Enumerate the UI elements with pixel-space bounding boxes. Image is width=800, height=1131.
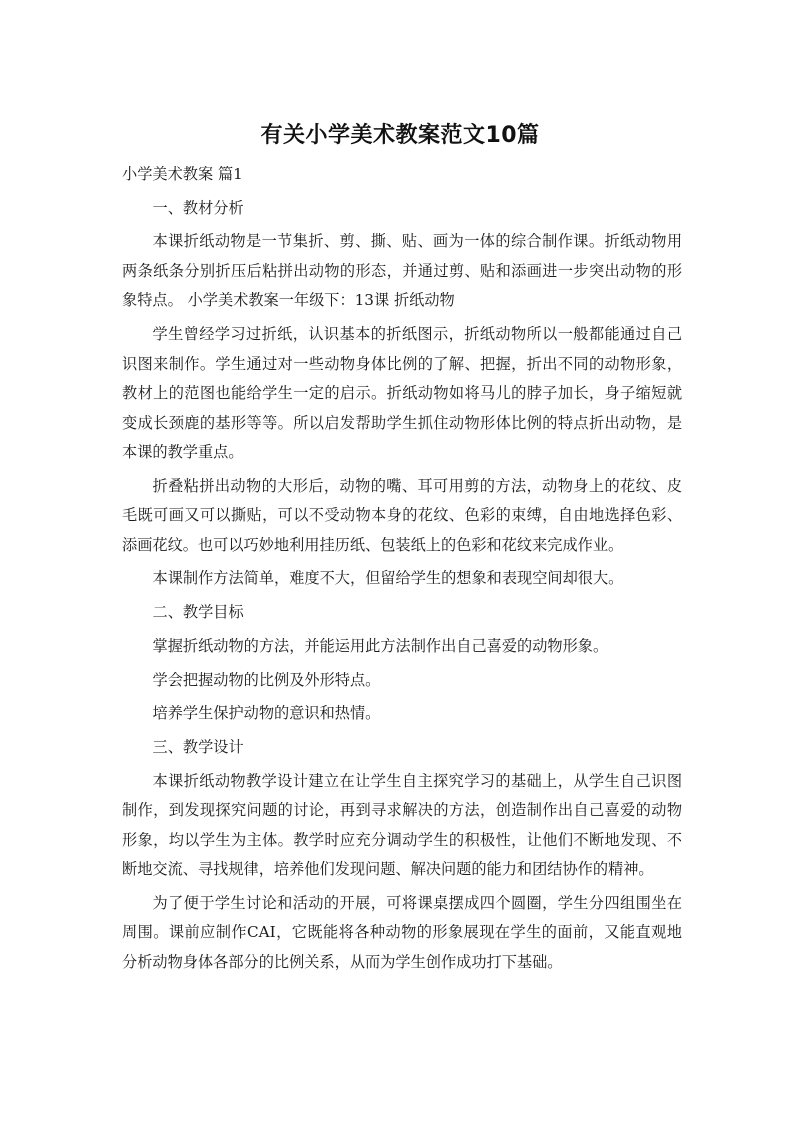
paragraph: 本课制作方法简单，难度不大，但留给学生的想象和表现空间却很大。 [152, 569, 624, 588]
paragraph: 掌握折纸动物的方法，并能运用此方法制作出自己喜爱的动物形象。 [152, 636, 609, 655]
paragraph: 折叠粘拼出动物的大形后，动物的嘴、耳可用剪的方法，动物身上的花纹、皮毛既可画又可以撕贴，可以不受动物本身的花纹、色彩的束缚，自由地选择色彩、添画花纹。也可以巧妙地利用挂历纸、包装纸上的色彩和花纹来完成作业。 [122, 476, 682, 554]
section-heading: 二、教学目标 [152, 603, 244, 622]
paragraph: 本课折纸动物教学设计建立在让学生自主探究学习的基础上，从学生自己识图制作，到发现探究问题的讨论，再到寻求解决的方法，创造制作出自己喜爱的动物形象，均以学生为主体。教学时应充分调动学生的积极性，让他们不断地发现、不断地交流、寻找规律，培养他们发现问题、解决问题的能力和团结协作的精神。 [122, 771, 682, 879]
paragraph: 为了便于学生讨论和活动的开展，可将课桌摆成四个圆圈，学生分四组围坐在周围。课前应制作CAI，它既能将各种动物的形象展现在学生的面前，又能直观地分析动物身体各部分的比例关系，从而为学生创作成功打下基础。 [122, 893, 682, 971]
paragraph: 学会把握动物的比例及外形特点。 [152, 670, 381, 689]
section-heading: 一、教材分析 [152, 198, 244, 217]
paragraph: 本课折纸动物是一节集折、剪、撕、贴、画为一体的综合制作课。折纸动物用两条纸条分别折压后粘拼出动物的形态，并通过剪、贴和添画进一步突出动物的形象特点。 小学美术教案一年级下：13课 折纸动物 [122, 232, 682, 310]
document-body [122, 160, 682, 981]
document-title: 有关小学美术教案范文10篇 [260, 123, 540, 148]
paragraph: 学生曾经学习过折纸，认识基本的折纸图示，折纸动物所以一般都能通过自己识图来制作。学生通过对一些动物身体比例的了解、把握，折出不同的动物形象，教材上的范图也能给学生一定的启示。折纸动物如将马儿的脖子加长，身子缩短就变成长颈鹿的基形等等。所以启发帮助学生抓住动物形体比例的特点折出动物，是本课的教学重点。 [122, 325, 682, 462]
section-heading: 三、教学设计 [152, 737, 244, 756]
section-label: 小学美术教案 篇1 [122, 165, 243, 183]
paragraph: 培养学生保护动物的意识和热情。 [152, 704, 381, 723]
